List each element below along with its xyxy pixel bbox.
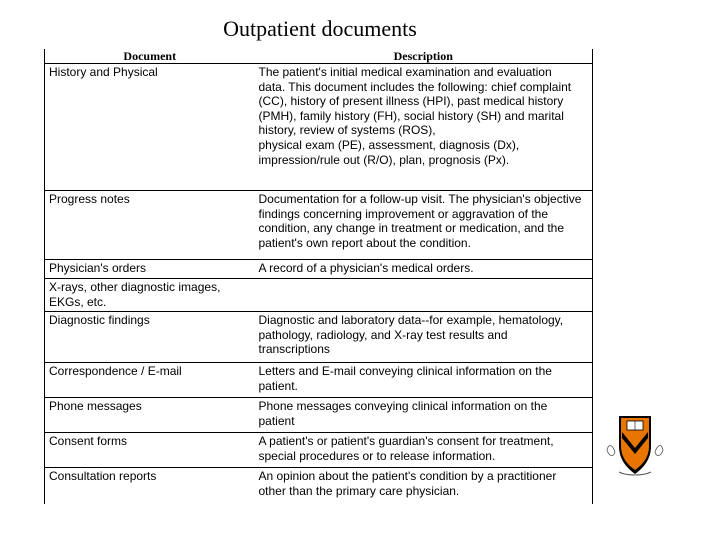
table-row <box>45 279 593 312</box>
table-row <box>45 433 593 468</box>
document-cell <box>45 312 255 363</box>
description-cell <box>255 363 593 398</box>
document-cell <box>45 191 255 260</box>
document-cell <box>45 398 255 433</box>
page-title: Outpatient documents <box>223 16 417 41</box>
description-text: An opinion about the patient's condition by a practitioner <box>258 469 557 483</box>
description-text: special procedures or to release information. <box>258 448 496 463</box>
table-row <box>45 312 593 363</box>
document-text: EKGs, etc. <box>49 294 107 309</box>
table-row <box>45 260 593 279</box>
document-text: History and Physical <box>49 65 158 79</box>
description-text: history, review of systems (ROS), <box>258 123 436 138</box>
description-cell <box>255 398 593 433</box>
table-row <box>45 468 593 505</box>
description-text: patient's own report about the condition. <box>258 235 471 250</box>
description-text: other than the primary care physician. <box>258 483 460 498</box>
description-text: Letters and E-mail conveying clinical information on the <box>258 364 552 378</box>
description-text: Diagnostic and laboratory data--for example, hematology, <box>258 313 564 327</box>
document-text: Consent forms <box>49 434 128 448</box>
header-document: Document <box>45 49 255 64</box>
description-cell <box>255 191 593 260</box>
description-text: Documentation for a follow-up visit. The physician's objective <box>258 192 582 206</box>
document-text: Diagnostic findings <box>49 313 150 327</box>
document-text: Progress notes <box>49 192 130 206</box>
description-text: impression/rule out (R/O), plan, prognosis (Px). <box>258 152 510 167</box>
description-text: physical exam (PE), assessment, diagnosis (Dx), <box>258 137 520 152</box>
description-text: A record of a physician's medical orders. <box>258 261 474 275</box>
description-cell <box>255 64 593 191</box>
description-cell <box>255 468 593 505</box>
description-cell <box>255 279 593 312</box>
description-text: Phone messages conveying clinical information on the <box>258 399 548 413</box>
document-text: Correspondence / E-mail <box>49 364 182 378</box>
table-row <box>45 398 593 433</box>
description-text: patient. <box>258 378 298 393</box>
document-text: Phone messages <box>49 399 142 413</box>
description-cell <box>255 260 593 279</box>
document-cell <box>45 279 255 312</box>
description-text: condition, any change in treatment or medication, and the <box>258 221 565 236</box>
documents-table <box>44 49 593 504</box>
document-cell <box>45 433 255 468</box>
description-text: findings concerning improvement or aggravation of the <box>258 206 548 221</box>
description-cell <box>255 433 593 468</box>
table-row <box>45 64 593 191</box>
table-row <box>45 363 593 398</box>
document-cell <box>45 363 255 398</box>
description-text: data. This document includes the following: chief complaint <box>258 79 572 94</box>
description-text: transcriptions <box>258 342 330 357</box>
header-description: Description <box>255 49 593 64</box>
description-text: A patient's or patient's guardian's consent for treatment, <box>258 434 554 448</box>
table-row <box>45 191 593 260</box>
document-cell <box>45 468 255 505</box>
document-cell <box>45 260 255 279</box>
description-text: patient <box>258 413 295 428</box>
description-text: The patient's initial medical examination and evaluation <box>258 65 552 79</box>
description-text: pathology, radiology, and X-ray test results and <box>258 327 508 342</box>
document-cell <box>45 64 255 191</box>
document-text: X-rays, other diagnostic images, <box>49 280 221 294</box>
description-cell <box>255 312 593 363</box>
document-text: Consultation reports <box>49 469 157 483</box>
princeton-shield-logo <box>605 412 665 480</box>
description-text: (CC), history of present illness (HPI), past medical history <box>258 94 564 109</box>
description-text: (PMH), family history (FH), social history (SH) and marital <box>258 108 564 123</box>
document-text: Physician's orders <box>49 261 146 275</box>
table-header-row <box>45 49 593 64</box>
